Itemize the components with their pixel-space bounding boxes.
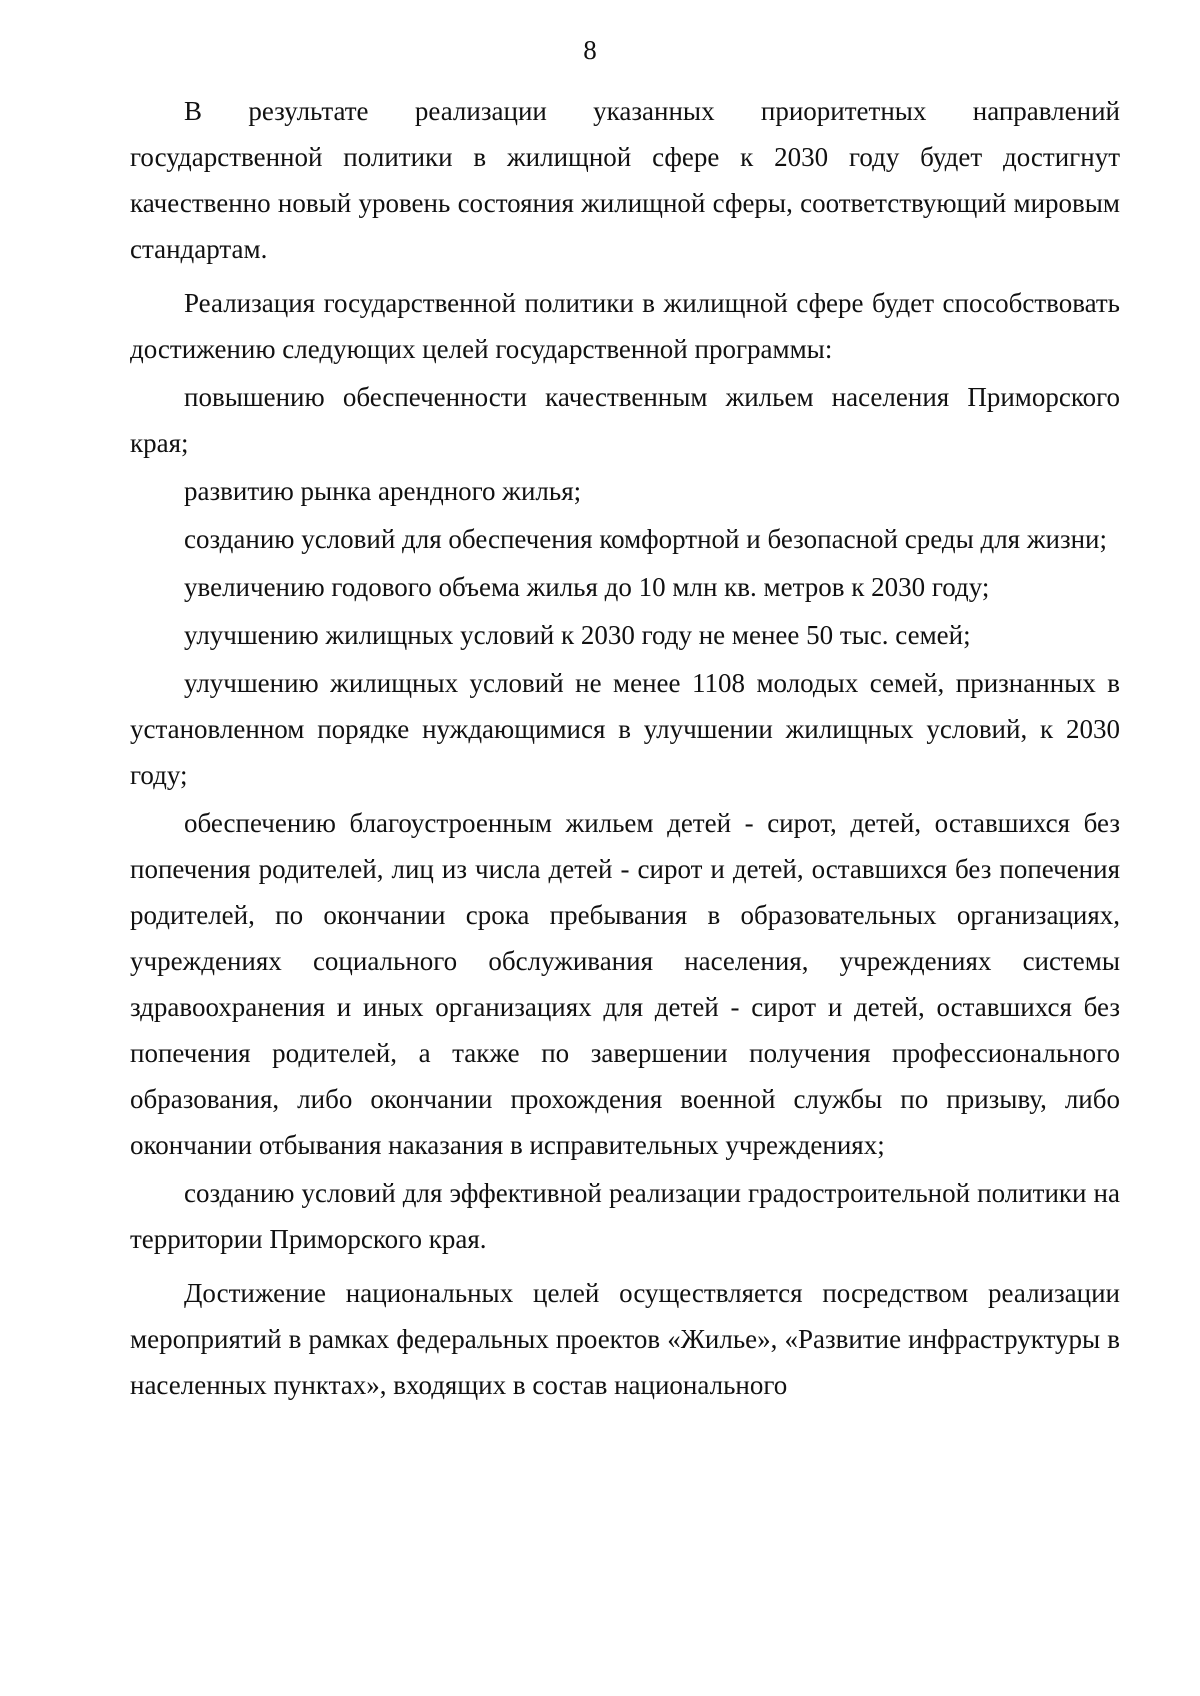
list-item-annual-housing-volume: увеличению годового объема жилья до 10 млн кв. метров к 2030 году; <box>184 572 990 602</box>
document-body <box>130 88 1120 1408</box>
list-item-orphans-housing: обеспечению благоустроенным жильем детей - сирот, детей, оставшихся без попечения родителей, лиц из числа детей - сирот и детей, оставшихся без попечения родителей, по окончании срока пребывания в образовательных организациях, учреждениях социального обслуживания населения, учреждениях системы здравоохранения и иных организациях для детей - сирот и детей, оставшихся без попечения родителей, а также по завершении получения профессионального образования, либо окончании прохождения военной службы по призыву, либо окончании отбывания наказания в исправительных учреждениях; <box>130 808 1120 1160</box>
list-item-rental-market: развитию рынка арендного жилья; <box>184 476 582 506</box>
paragraph-national-goals: Достижение национальных целей осуществляется посредством реализации мероприятий в рамках федеральных проектов «Жилье», «Развитие инфраструктуры в населенных пунктах», входящих в состав национального <box>130 1278 1120 1400</box>
list-item-young-families: улучшению жилищных условий не менее 1108 молодых семей, признанных в установленном порядке нуждающимися в улучшении жилищных условий, к 2030 году; <box>130 668 1120 790</box>
list-item-urban-planning: созданию условий для эффективной реализации градостроительной политики на территории Приморского края. <box>130 1178 1120 1254</box>
paragraph-program-goals-intro: Реализация государственной политики в жилищной сфере будет способствовать достижению следующих целей государственной программы: <box>130 288 1120 364</box>
paragraph-housing-results: В результате реализации указанных приоритетных направлений государственной политики в жилищной сфере к 2030 году будет достигнут качественно новый уровень состояния жилищной сферы, соответствующий мировым стандартам. <box>130 96 1120 264</box>
list-item-family-housing: улучшению жилищных условий к 2030 году не менее 50 тыс. семей; <box>184 620 971 650</box>
list-item-comfortable-environment: созданию условий для обеспечения комфортной и безопасной среды для жизни; <box>184 524 1108 554</box>
page-number: 8 <box>583 35 597 65</box>
list-item-housing-provision: повышению обеспеченности качественным жильем населения Приморского края; <box>130 382 1120 458</box>
